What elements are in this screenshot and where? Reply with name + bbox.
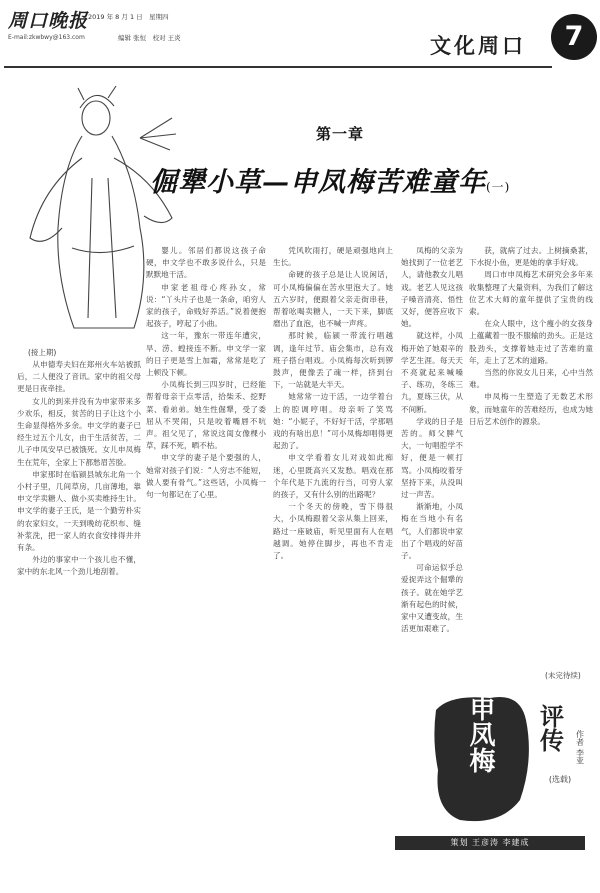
header-divider [4,66,552,68]
stamp-title-a: 申凤梅 [465,695,495,773]
paragraph: 凭风吹雨打，硬是顽强地向上生长。 [273,246,393,268]
paragraph: 这一年，豫东一带连年遭灾，旱、涝、蝗接连不断。申文学一家的日子更是雪上加霜，常常是吃了上顿没下顿。 [146,331,266,378]
issue-date: 2019 年 8 月 1 日 星期四 [88,13,169,21]
article-title-suffix: (一) [486,180,511,194]
contact-email: E-mail:zkwbwy@163.com [8,34,85,41]
paragraph: 小凤梅长到三四岁时，已经能帮着母亲干点零活，拾柴禾、挖野菜、看弟弟。她生性倔犟，受了委屈从不哭闹，只是咬着嘴唇不吭声。祖父见了，常说这闺女像棵小草，踩不死，晒不枯。 [146,380,266,451]
paragraph: 周口市申凤梅艺术研究会多年来收集整理了大量资料，为我们了解这位艺术大师的童年提供了宝贵的线索。 [469,270,593,317]
paragraph: 命硬的孩子总是让人说闲话，可小凤梅偏偏在苦水里泡大了。她五六岁时，便跟着父亲走街串巷，帮着吆喝卖糖人，一天下来，脚底磨出了血泡，也不喊一声疼。 [273,270,393,329]
paragraph: 申文学看着女儿对戏如此痴迷，心里既高兴又发愁。唱戏在那个年代是下九流的行当，可穷人家的孩子，又有什么别的出路呢？ [273,453,393,500]
paragraph: 学戏的日子是苦的。师父脾气大，一句唱腔学不好，便是一顿打骂。小凤梅咬着牙坚持下来，从没叫过一声苦。 [401,416,463,500]
body-column-5 [469,245,593,665]
body-column-3 [273,245,393,855]
paragraph: 获，就病了过去。上树摘桑葚，下水捉小鱼，更是她的拿手好戏。 [469,246,593,268]
paragraph: 可命运似乎总爱捉弄这个倔犟的孩子。就在她学艺渐有起色的时候，家中又遭变故，生活更加艰难了。 [401,563,463,634]
page-header [0,0,600,68]
paragraph: 申家老祖母心疼孙女，常说：“丫头片子也是一条命，咱穷人家的孩子，命贱好养活。”说着便抱起孩子，哼起了小曲。 [146,282,266,329]
paragraph: 在众人眼中，这个瘦小的女孩身上蕴藏着一股不服输的劲头。正是这股劲头，支撑着她走过了苦难的童年，走上了艺术的道路。 [469,319,593,365]
newspaper-logo: 周口晚报 [8,10,89,32]
article-title [150,160,510,199]
figure-robe-lines [72,178,134,318]
figure-fan [140,118,176,150]
paragraph: 申凤梅一生塑造了无数艺术形象，而她童年的苦难经历，也成为她日后艺术创作的源泉。 [469,392,593,426]
page-number-badge: 7 [551,14,597,60]
paragraph: 她常常一边干活，一边学着台上的腔调哼唱。母亲听了笑骂她：“小妮子，不好好干活，学那唱戏的有啥出息！”可小凤梅却唱得更起劲了。 [273,392,393,451]
planners-bar: 策划 王彦涛 李建成 [395,836,585,850]
paragraph: 申家那时在临颍县城东北角一个小村子里，几间草房，几亩薄地，靠申文学卖糖人、做小买卖维持生计。申文学的妻子王氏，是一个勤劳朴实的农家妇女，一天到晚纺花织布、缝补浆洗，把一家人的衣食安排得井井有条。 [17,469,141,553]
stamp-title-b: 评传 [535,704,565,752]
body-column-2 [146,245,266,855]
paragraph: 那时候，临颍一带流行唱越调，逢年过节、庙会集市，总有戏班子搭台唱戏。小凤梅每次听到锣鼓声，便像丢了魂一样，挤到台下，一站就是大半天。 [273,331,393,390]
chapter-heading: 第一章 [316,125,365,143]
paragraph: 一个冬天的傍晚，雪下得很大，小凤梅跟着父亲从集上回来，路过一座破庙，听见里面有人在唱越调。她停住脚步，再也不肯走了。 [273,502,393,561]
section-title: 文化周口 [430,33,526,58]
body-column-1 [17,359,141,855]
paragraph: 渐渐地，小凤梅在当地小有名气，人们都说申家出了个唱戏的好苗子。 [401,502,463,561]
paragraph: 女儿的到来并没有为申家带来多少欢乐，相反，贫苦的日子让这个小生命显得格外多余。申文学的妻子已经生过五个儿女，由于生活贫苦，二儿子申凤安早已被饿死。女儿申凤梅生在荒年，全家上下都愁眉苦脸。 [17,396,141,467]
continued-caption: (接上期) [28,348,57,357]
figure-head [82,101,110,135]
editors-line: 编辑 张恒 校对 王炎 [118,34,181,42]
stamp-author: 作者 李亚 [575,730,585,765]
paragraph: 申文学的妻子是个要强的人，她常对孩子们说：“人穷志不能短，做人要有骨气。”这些话，小凤梅一句一句都记在了心里。 [146,453,266,500]
paragraph: 凤梅的父亲为她找到了一位老艺人，请他教女儿唱戏。老艺人见这孩子嗓音清亮、悟性又好，便答应收下她。 [401,246,463,329]
to-be-continued: (未完待续) [545,671,581,680]
paragraph: 就这样，小凤梅开始了她艰辛的学艺生涯。每天天不亮就起来喊嗓子、练功，冬练三九，夏练三伏，从不间断。 [401,331,463,414]
paragraph: 从申德寿夫妇在郑州火车站被抓后，二人便没了音讯。家中的祖父母更是日夜牵挂。 [17,360,141,394]
paragraph: 婴儿。邻居们都说这孩子命硬，申文学也不敢多说什么，只是默默地干活。 [146,246,266,280]
stamp-series: (选载) [548,775,572,784]
figure-headdress [78,86,116,108]
paragraph: 外边的事家中一个孩儿也不懂，家中的东北风一个劲儿地刮着。 [17,555,141,577]
series-stamp [430,690,590,832]
figure-body [58,136,144,328]
article-title-text: 倔犟小草—申凤梅苦难童年 [150,167,486,198]
paragraph: 当然的你说女儿日来，心中当然难。 [469,368,593,390]
